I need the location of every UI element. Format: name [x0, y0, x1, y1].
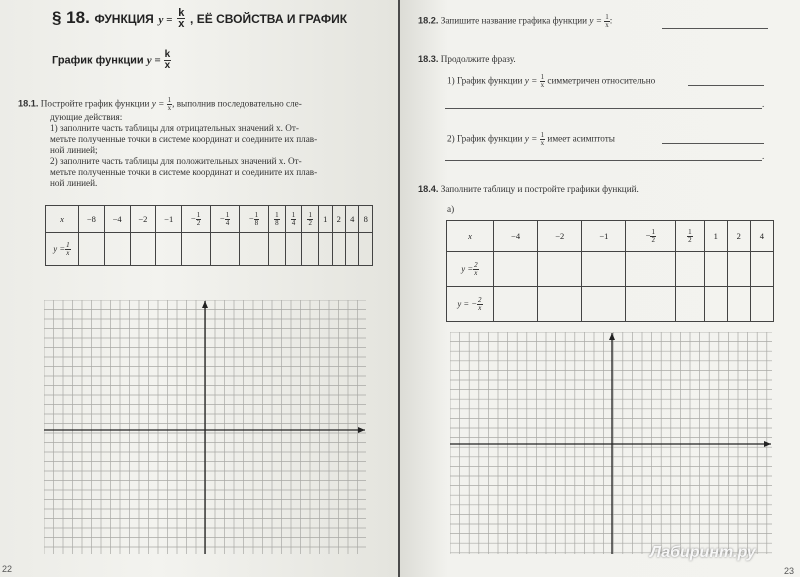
x-value — [650, 229, 656, 244]
grid-18-1-x-arrow-icon — [358, 427, 365, 433]
answer-cell[interactable] — [359, 233, 373, 266]
table-row — [46, 206, 373, 233]
x-value: −2 — [555, 231, 565, 241]
answer-cell[interactable] — [704, 287, 727, 322]
x-label: x — [468, 231, 472, 241]
answer-line-18-3-2b[interactable] — [445, 160, 762, 161]
answer-cell[interactable] — [750, 287, 773, 322]
answer-cell[interactable] — [676, 252, 705, 287]
item-text: 1) График функции — [447, 75, 523, 86]
table-row — [46, 233, 373, 266]
x-value — [291, 212, 297, 227]
section-title-pre: ФУНКЦИЯ — [94, 12, 154, 26]
task-18-4 — [418, 184, 639, 195]
frac-den: 2 — [308, 218, 312, 227]
frac-num: k — [164, 49, 171, 60]
row-label-frac — [473, 262, 479, 277]
section-title-post: , ЕЁ СВОЙСТВА И ГРАФИК — [190, 12, 348, 26]
item-formula-y: y = — [524, 75, 538, 86]
task-number: 18.1. — [18, 98, 39, 109]
watermark-text: Лабиринт.ру — [650, 544, 756, 561]
part-label-a: а) — [447, 204, 455, 214]
x-value — [196, 212, 202, 227]
frac-den: 2 — [196, 218, 201, 227]
values-table-18-4 — [446, 220, 774, 322]
frac-num: 1 — [196, 210, 201, 219]
coordinate-grid-18-1 — [44, 300, 366, 554]
answer-cell[interactable] — [182, 233, 211, 266]
period: . — [762, 151, 765, 161]
x-value — [307, 212, 313, 227]
table-cell — [750, 221, 773, 252]
table-cell — [626, 221, 676, 252]
frac-den: x — [167, 104, 172, 112]
table-cell — [269, 206, 286, 233]
task-18-1-first-line — [18, 97, 378, 112]
page-number-left: 22 — [2, 564, 13, 574]
task-line: метьте полученные точки в системе координат и соедините их плав- — [50, 167, 318, 177]
x-value: 2 — [336, 214, 341, 224]
section-formula-frac — [177, 8, 185, 29]
frac-den: x — [164, 60, 171, 71]
table-header-cell — [46, 206, 79, 233]
answer-cell[interactable] — [269, 233, 286, 266]
task-formula-y: y = — [589, 15, 602, 26]
table-cell — [182, 206, 211, 233]
table-row-label — [447, 252, 494, 287]
frac-den: x — [478, 303, 482, 312]
watermark-logo — [650, 544, 756, 562]
subtitle-text: График функции — [52, 54, 144, 67]
answer-cell[interactable] — [727, 287, 750, 322]
task-text: Постройте график функции — [40, 98, 150, 109]
x-value — [274, 212, 280, 227]
x-value: −4 — [112, 214, 122, 224]
frac-den: 2 — [688, 235, 692, 244]
table-row-label — [46, 233, 79, 266]
table-header-cell — [447, 221, 494, 252]
task-18-3-item-2 — [447, 132, 615, 147]
task-text: , выполнив последовательно сле- — [172, 98, 302, 109]
item-frac — [540, 74, 546, 89]
grid-18-4-x-arrow-icon — [764, 441, 771, 447]
answer-cell[interactable] — [750, 252, 773, 287]
table-cell — [104, 206, 130, 233]
table-cell — [211, 206, 240, 233]
answer-line-18-3-2a[interactable] — [662, 143, 764, 144]
table-row — [447, 252, 774, 287]
x-value — [687, 229, 693, 244]
table-cell — [359, 206, 373, 233]
x-value: 4 — [350, 214, 355, 224]
task-number: 18.3. — [418, 54, 439, 64]
answer-cell[interactable] — [582, 252, 626, 287]
frac-den: x — [474, 268, 478, 277]
x-value: −1 — [164, 214, 174, 224]
left-page — [0, 0, 398, 577]
values-table-18-1 — [45, 205, 373, 266]
row-label-frac — [477, 297, 483, 312]
item-formula-y: y = — [524, 133, 538, 144]
answer-cell[interactable] — [302, 233, 319, 266]
task-number: 18.2. — [418, 15, 439, 26]
table-cell — [79, 206, 105, 233]
table-cell — [727, 221, 750, 252]
table-row-label — [447, 287, 494, 322]
minus-sign: − — [219, 212, 225, 223]
answer-cell[interactable] — [345, 233, 358, 266]
frac-num: 1 — [540, 73, 545, 81]
row-label-frac — [65, 242, 71, 257]
answer-cell[interactable] — [104, 233, 130, 266]
frac-num: 1 — [651, 227, 655, 236]
frac-den: 2 — [651, 235, 655, 244]
answer-cell[interactable] — [626, 252, 676, 287]
table-cell — [240, 206, 269, 233]
table-row — [447, 287, 774, 322]
answer-cell[interactable] — [626, 287, 676, 322]
task-number: 18.4. — [418, 184, 439, 194]
grid-18-1-y-arrow-icon — [202, 301, 208, 308]
row-label-y: y = − — [457, 297, 477, 308]
task-formula-y: y = — [151, 98, 165, 109]
item-frac — [540, 132, 546, 147]
frac-den: x — [178, 18, 185, 31]
task-18-2 — [418, 14, 788, 29]
item-text: 2) График функции — [447, 133, 523, 144]
x-value: 1 — [713, 231, 718, 241]
section-number: § 18. — [52, 8, 90, 27]
task-line: ной линией; — [50, 145, 98, 155]
frac-num: 2 — [478, 295, 482, 304]
frac-den: 4 — [291, 218, 296, 227]
answer-cell[interactable] — [319, 233, 332, 266]
row-label-y: y = — [53, 242, 66, 253]
table-cell — [302, 206, 319, 233]
frac-den: x — [540, 81, 545, 89]
section-heading — [52, 8, 347, 29]
table-cell — [538, 221, 582, 252]
answer-cell[interactable] — [704, 252, 727, 287]
table-cell — [332, 206, 345, 233]
subtitle-frac — [164, 50, 172, 71]
task-18-3 — [418, 54, 516, 65]
answer-line-18-2[interactable] — [662, 28, 768, 29]
section-formula-y: y = — [158, 14, 173, 26]
answer-cell[interactable] — [494, 252, 538, 287]
table-cell — [156, 206, 182, 233]
answer-cell[interactable] — [582, 287, 626, 322]
table-cell — [345, 206, 358, 233]
frac-num: 1 — [167, 96, 172, 104]
frac-den: x — [605, 21, 609, 29]
page-number-right: 23 — [784, 566, 795, 576]
x-value: 4 — [759, 231, 765, 241]
x-value: −2 — [138, 214, 148, 224]
frac-num: 1 — [605, 13, 609, 21]
frac-num: 1 — [540, 131, 545, 139]
task-18-1-lines — [18, 112, 378, 189]
answer-cell[interactable] — [130, 233, 156, 266]
minus-sign: − — [190, 212, 196, 223]
frac-num: 1 — [308, 210, 312, 219]
frac-num: 1 — [275, 210, 279, 219]
item-text: симметричен относительно — [547, 75, 656, 86]
minus-sign: − — [248, 212, 254, 223]
task-text: Заполните таблицу и постройте графики функций. — [440, 184, 639, 194]
item-text: имеет асимптоты — [547, 133, 615, 144]
task-line: 2) заполните часть таблицы для положительных значений x. От- — [50, 156, 302, 166]
x-value: −4 — [511, 231, 521, 241]
frac-num: 1 — [291, 210, 296, 219]
x-value: −8 — [86, 214, 96, 224]
table-row — [447, 221, 774, 252]
answer-cell[interactable] — [211, 233, 240, 266]
x-value: 8 — [363, 214, 368, 224]
frac-den: 4 — [225, 218, 230, 227]
task-line: ной линией. — [50, 178, 98, 188]
frac-num: 1 — [254, 210, 259, 219]
minus-sign: − — [645, 229, 651, 240]
answer-line-18-3-1b[interactable] — [445, 108, 762, 109]
table-cell — [494, 221, 538, 252]
answer-cell[interactable] — [538, 287, 582, 322]
right-page — [400, 0, 800, 577]
task-line: метьте полученные точки в системе координат и соедините их плав- — [50, 134, 318, 144]
answer-cell[interactable] — [538, 252, 582, 287]
answer-cell[interactable] — [156, 233, 182, 266]
task-colon: : — [609, 15, 613, 26]
answer-cell[interactable] — [332, 233, 345, 266]
frac-num: k — [178, 7, 185, 20]
task-line: дующие действия: — [50, 112, 123, 122]
x-label: x — [60, 214, 64, 224]
x-value — [254, 212, 260, 227]
frac-num: 1 — [66, 240, 70, 249]
x-value — [225, 212, 231, 227]
frac-den: x — [66, 248, 70, 257]
x-value: 2 — [736, 231, 741, 241]
coordinate-grid-18-4 — [450, 332, 772, 554]
task-18-1 — [18, 97, 378, 189]
answer-cell[interactable] — [727, 252, 750, 287]
row-label-y: y = — [461, 262, 474, 273]
table-cell — [319, 206, 332, 233]
subtitle-formula-y: y = — [146, 54, 161, 67]
task-text: Запишите название графика функции — [440, 15, 588, 26]
task-line: 1) заполните часть таблицы для отрицательных значений x. От- — [50, 123, 299, 133]
frac-den: 8 — [254, 218, 259, 227]
answer-cell[interactable] — [285, 233, 302, 266]
grid-18-4-gridlines — [450, 332, 772, 554]
answer-line-18-3-1a[interactable] — [688, 85, 764, 86]
frac-num: 1 — [225, 210, 230, 219]
answer-cell[interactable] — [240, 233, 269, 266]
grid-18-4-y-arrow-icon — [609, 333, 615, 340]
subtitle — [52, 50, 171, 71]
task-18-3-item-1 — [447, 74, 655, 89]
table-cell — [582, 221, 626, 252]
period: . — [762, 99, 765, 109]
table-cell — [704, 221, 727, 252]
answer-cell[interactable] — [676, 287, 705, 322]
frac-num: 1 — [688, 227, 692, 236]
answer-cell[interactable] — [494, 287, 538, 322]
frac-den: 8 — [275, 218, 279, 227]
answer-cell[interactable] — [79, 233, 105, 266]
x-value: −1 — [599, 231, 609, 241]
table-cell — [130, 206, 156, 233]
frac-den: x — [540, 139, 545, 147]
table-cell — [285, 206, 302, 233]
frac-num: 2 — [474, 260, 478, 269]
task-text: Продолжите фразу. — [440, 54, 516, 64]
x-value: 1 — [323, 214, 328, 224]
table-cell — [676, 221, 705, 252]
